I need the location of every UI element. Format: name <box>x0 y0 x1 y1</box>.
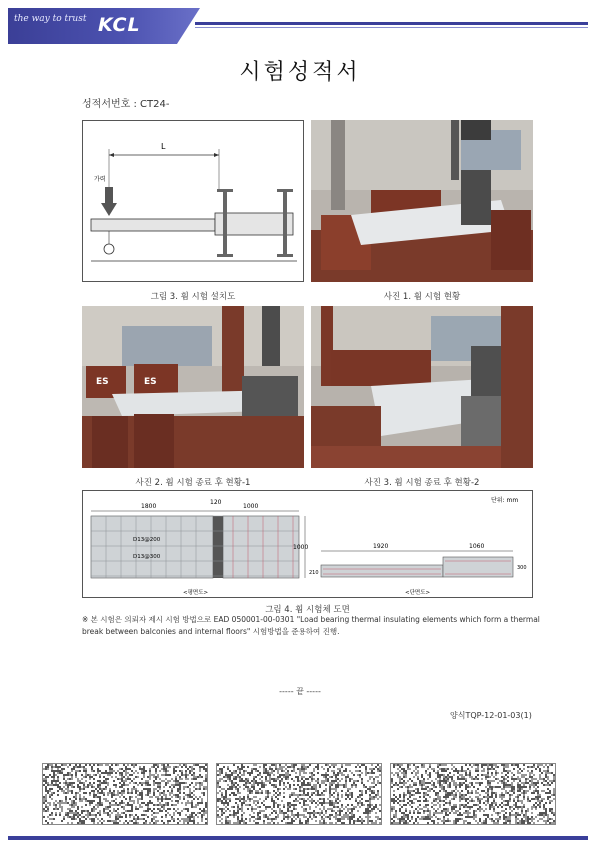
setup-diagram-svg <box>83 121 304 282</box>
figure-4-caption: 그림 4. 휨 시험체 도면 <box>265 605 350 615</box>
photo-1-caption: 사진 1. 휨 시험 현황 <box>383 292 461 302</box>
security-pattern-right <box>390 763 556 825</box>
photo-2-tag-left: ES <box>96 377 109 387</box>
page-title: 시험성적서 <box>239 60 361 85</box>
unit-label: 단위: mm <box>491 497 519 504</box>
security-pattern-left <box>42 763 208 825</box>
dim-1800: 1800 <box>141 503 157 510</box>
span-label: L <box>161 142 166 151</box>
header-rule <box>195 22 588 25</box>
sec-dim-1920: 1920 <box>373 543 389 550</box>
photo-3-image <box>311 306 533 468</box>
end-mark: ----- 끝 ----- <box>279 687 321 696</box>
rebar-bottom-label: D13@300 <box>133 554 161 560</box>
photo-2-caption: 사진 2. 휨 시험 종료 후 현황-1 <box>135 478 251 488</box>
sec-dim-300: 300 <box>517 565 527 571</box>
test-method-note: ※ 본 시험은 의뢰자 제시 시험 방법으로 EAD 050001-00-0301 "Load bearing thermal insulating elements which form a thermal break between balconies and internal floors" 시험방법을 준용하여 진행. <box>82 615 540 636</box>
rebar-top-label: D13@200 <box>133 537 161 543</box>
security-pattern-center <box>216 763 382 825</box>
report-number: 성적서번호 : CT24- <box>82 99 170 110</box>
specimen-drawing-svg <box>83 491 533 598</box>
photo-1-image <box>311 120 533 282</box>
sec-dim-1060: 1060 <box>469 543 485 550</box>
kcl-logo: KCL <box>98 14 141 36</box>
brand-tagline: the way to trust <box>14 14 87 24</box>
sec-dim-210: 210 <box>309 570 319 576</box>
setup-diagram <box>82 120 304 282</box>
specimen-drawing <box>82 490 533 598</box>
section-label: <단면도> <box>405 590 431 596</box>
header-rule-thin <box>195 27 588 28</box>
plan-label: <평면도> <box>183 590 209 596</box>
dim-height: 1000 <box>293 544 309 551</box>
load-arrow-icon <box>101 203 117 216</box>
load-label: 가력 <box>94 176 106 183</box>
dim-120: 120 <box>210 499 222 506</box>
figure-3-caption: 그림 3. 휨 시험 설치도 <box>150 292 236 302</box>
form-number: 양식TQP-12-01-03(1) <box>450 711 532 720</box>
roller-support-icon <box>104 244 114 254</box>
dim-1000: 1000 <box>243 503 259 510</box>
photo-2-tag-right: ES <box>144 377 157 387</box>
photo-3-caption: 사진 3. 휨 시험 종료 후 현황-2 <box>364 478 480 488</box>
footer-rule <box>8 836 588 840</box>
photo-2-image <box>82 306 304 468</box>
